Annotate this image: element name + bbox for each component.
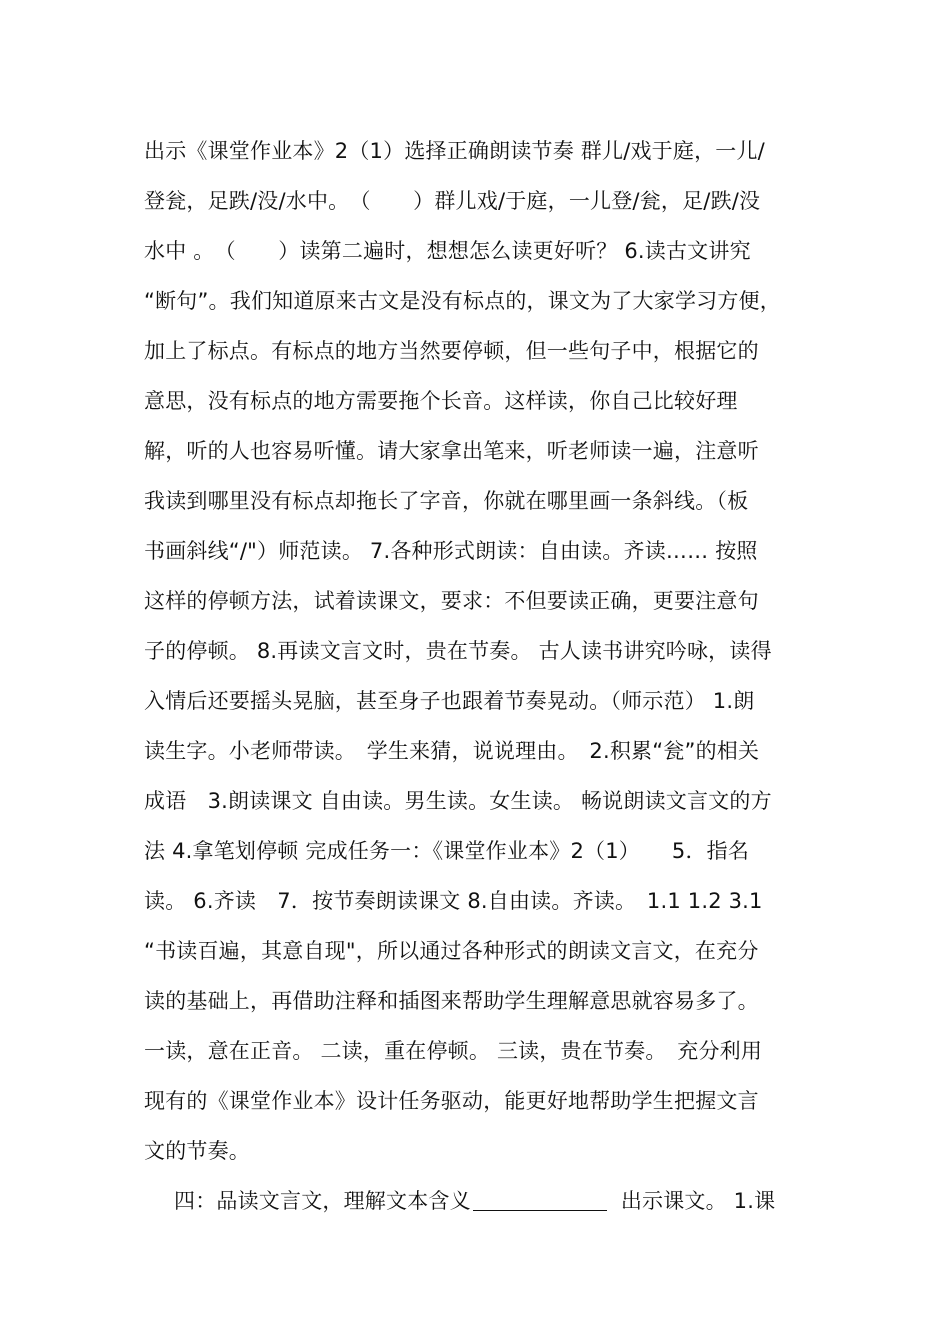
text-line: 解，听的人也容易听懂。请大家拿出笔来，听老师读一遍，注意听	[144, 439, 759, 463]
text-line: 水中 。 （ ）读第二遍时，想想怎么读更好听？ 6.读古文讲究	[144, 239, 751, 263]
text-line: 书画斜线“/"）师范读。 7.各种形式朗读：自由读。齐读…… 按照	[144, 539, 758, 563]
text-line: 这样的停顿方法，试着读课文，要求：不但要读正确，更要注意句	[144, 589, 759, 613]
text-line: 加上了标点。有标点的地方当然要停顿，但一些句子中，根据它的	[144, 339, 759, 363]
text-line: 读的基础上，再借助注释和插图来帮助学生理解意思就容易多了。	[144, 989, 759, 1013]
text-line: 一读，意在正音。 二读，重在停顿。 三读，贵在节奏。 充分利用	[144, 1039, 763, 1063]
document-body	[144, 126, 814, 1226]
section-four-line	[144, 1176, 814, 1226]
text-line: 子的停顿。 8.再读文言文时，贵在节奏。 古人读书讲究吟咏，读得	[144, 639, 772, 663]
text-line: 读。 6.齐读 7．按节奏朗读课文 8.自由读。齐读。 1.1 1.2 3.1	[144, 889, 763, 913]
text-line: 法 4.拿笔划停顿 完成任务一：《课堂作业本》2（1） 5．指名	[144, 839, 750, 863]
text-line: 入情后还要摇头晃脑，甚至身子也跟着节奏晃动。（师示范） 1.朗	[144, 689, 755, 713]
section-four-continuation: 出示课文。 1.课	[620, 1189, 776, 1213]
text-line: 现有的《课堂作业本》设计任务驱动，能更好地帮助学生把握文言	[144, 1089, 759, 1113]
text-line: “断句”。我们知道原来古文是没有标点的，课文为了大家学习方便，	[144, 289, 781, 313]
text-line: 出示《课堂作业本》2（1）选择正确朗读节奏 群儿/戏于庭，一儿/	[144, 139, 765, 163]
text-line: 意思，没有标点的地方需要拖个长音。这样读，你自己比较好理	[144, 389, 738, 413]
text-line: 登瓮，足跌/没/水中。 （ ）群儿戏/于庭，一儿登/瓮，足/跌/没	[144, 189, 761, 213]
text-line: 我读到哪里没有标点却拖长了字音，你就在哪里画一条斜线。（板	[144, 489, 749, 513]
text-line: 读生字。小老师带读。 学生来猜，说说理由。 2.积累“瓮”的相关	[144, 739, 760, 763]
text-line: “书读百遍，其意自现"，所以通过各种形式的朗读文言文，在充分	[144, 939, 759, 963]
section-four-heading: 四：品读文言文，理解文本含义	[174, 1189, 471, 1213]
text-line: 文的节奏。	[144, 1139, 250, 1163]
text-line: 成语 3.朗读课文 自由读。男生读。女生读。 畅说朗读文言文的方	[144, 789, 772, 813]
fill-in-blank	[473, 1184, 607, 1211]
